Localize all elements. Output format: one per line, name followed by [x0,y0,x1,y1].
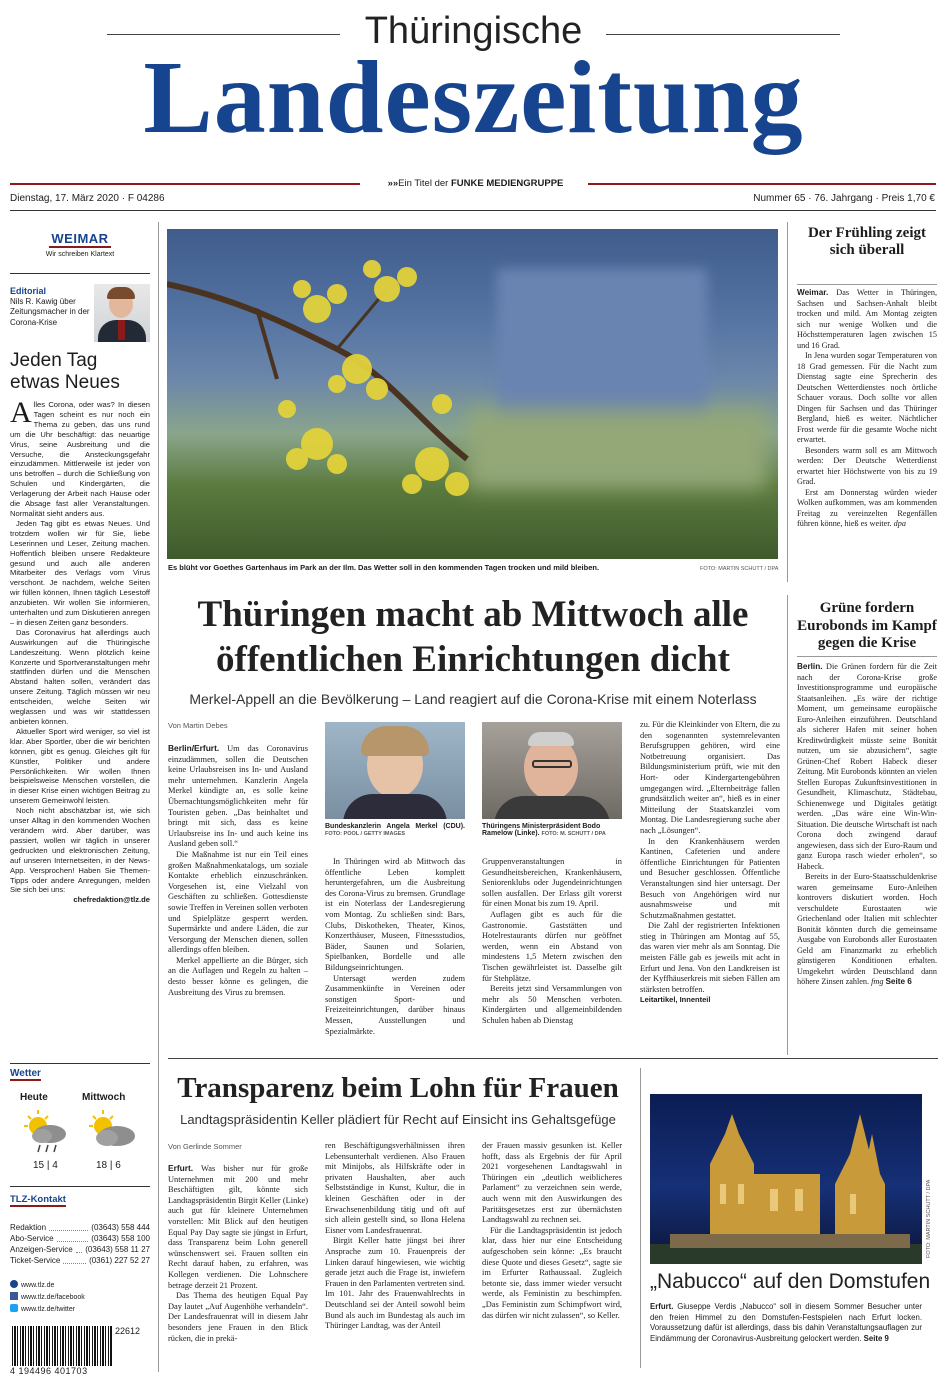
contact-row: Ticket-Service (0361) 227 52 27 [10,1256,150,1265]
masthead-title: Landeszeitung [143,40,804,155]
photo-credit: FOTO: MARTIN SCHUTT / DPA [700,566,779,572]
web-links [10,1280,110,1316]
nabucco-ref[interactable]: Seite 9 [863,1333,889,1343]
greens-headline: Grüne fordern Eurobonds im Kampf gegen die Krise [797,600,937,651]
pay-subhead: Landtagspräsidentin Keller plädiert für Recht auf Einsicht ins Gehaltsgefüge [180,1112,616,1127]
cathedral-credit: FOTO: MARTIN SCHUTT / DPA [926,1179,932,1258]
lead-col4: zu. Für die Kleinkinder von Eltern, die zu den sogenannten systemrelevanten Berufsgruppen gehören, wird eine Notbetreuung organisiert. Das Bildungsministerium prüft, wie mit den Hort- oder Kindergartengebühren umgegangen wird. „Elternbeiträge fallen grundsätzlich weiter an“, hieß es in einer Mitteilung der Staatskanzlei vom Montag. Die Landesregierung suche aber nach „Lösungen“. In den Krankenhäusern werden Kantinen, Cafeterien und andere öffentliche Einrichtungen für Patienten und Besucher geschlossen. Öffentliche Veranstaltungen sind hier untersagt. Der Besuch von Angehörigen wird nur ausnahmsweise und mit Schutzmaßnahmen gestattet. Die Zahl der registrierten Infektionen stieg in Thüringen am Montag auf 55, das waren vier mehr als am Sonntag. Die meisten Fälle gab es jeweils mit acht in Erfurt und Jena. Von den Landkreisen ist der Kyffhäuserkreis mit sieben Fällen am stärksten betroffen. Leitartikel, Innenteil [640,720,780,1005]
photo-blossom [167,229,778,559]
lead-ref[interactable]: Leitartikel, Innenteil [640,995,711,1005]
barcode [12,1326,112,1366]
editorial-p2: Jeden Tag gibt es etwas Neues. Und trotzdem wollen wir für Sie, liebe Leserinnen und Leser, Zeitung machen. Hoffentlich bleiben unsere Redakteure gesund und auch alle anderen Mitarbeiter des Verlags vom Virus verschont. Je nachdem, welche Seiten wir füllen können, Ihnen täglich Lesestoff anzubieten. Wir wollen Sie informieren, unterhalten und zum Diskutieren anregen – in diesen Zeiten ganz besonders. [10,518,150,627]
photo-merkel [325,722,465,819]
editorial-email[interactable]: chefredaktion@tlz.de [73,895,150,905]
lead-col1: Berlin/Erfurt. Um das Coronavirus einzudämmen, sollen die Deutschen keine Urlaubsreisen ins In- und Ausland mehr unternehmen. Kanzlerin Angela Merkel kündigte an, es solle keine Übernachtungsmöglichkeiten mehr für Touristen geben. „Das beinhaltet und bringt mit sich, dass es keine Urlaubsreise ins In- und auch keine ins Ausland geben soll.“ Die Maßnahme ist nur ein Teil eines großen Maßnahmenkatalogs, um soziale Kontakte erheblich einzuschränken. Vorgesehen ist, eine Vielzahl von Geschäften zu schließen. Gottesdienste sowie Treffen in Vereinen sollen verboten und Spielplätze gesperrt werden. Supermärkte und andere Läden, die zur Versorgung der Menschen dienen, sollen allerdings offen bleiben. Merkel appellierte an die Bürger, sich an die Auflagen und Regeln zu halten – desto besser könne es gelingen, die Ausbreitung des Virus zu bremsen. [168,743,308,997]
spring-body: Weimar. Das Wetter in Thüringen, Sachsen und Sachsen-Anhalt bleibt trocken und mild. Am Montag zeigten sich nur wenige Wolken und die Höchsttemperaturen lagen zwischen 15 und 16 Grad. In Jena wurden sogar Temperaturen von 18 Grad gemessen. Für die Nacht zum Dienstag sagte eine Sprecherin des Deutschen Wetterdienstes noch örtliche Schauer voraus. Doch sollte vor allen Dingen für Sachsen und das Thüringer Bergland, hieß es weiter. Nächtlicher Frost werde für die gesamte Woche nicht erwartet. Besonders warm soll es am Mittwoch werden: Der Deutsche Wetterdienst erwartet hier Höchstwerte von bis zu 19 Grad. Erst am Donnerstag würden wieder Wolken aufkommen, was am kommenden Freitag zu vereinzelten Regenfällen führen könne, hieß es weiter. dpa [797,288,937,528]
pay-headline: Transparenz beim Lohn für Frauen [177,1072,619,1104]
weather-label: Wetter [10,1068,41,1079]
tagline-arrow-icon: »» [387,178,399,189]
editorial-text: Nils R. Kawig über Zeitungsmacher in der Corona-Krise [10,296,90,327]
facebook-link[interactable]: www.tlz.de/facebook [10,1292,110,1304]
editorial-teaser [10,286,90,328]
photo-caption: Es blüht vor Goethes Gartenhaus im Park an der Ilm. Das Wetter soll in den kommenden Tagen trocken und mild bleiben. [168,563,600,572]
tagline [368,178,583,189]
author-portrait [94,284,150,342]
edition-box [10,230,150,258]
contact-row: Redaktion (03643) 558 444 [10,1223,150,1232]
caption-ramelow: Thüringens Ministerpräsident Bodo Ramelow (Linke). FOTO: M. SCHUTT / DPA [482,823,606,837]
facebook-icon [10,1292,18,1300]
twitter-link[interactable]: www.tlz.de/twitter [10,1304,110,1316]
pay-col1: Erfurt. Was bisher nur für große Unternehmen mit 200 und mehr Beschäftigten gilt, könnte sich Landtagspräsidentin Birgit Keller (Linke) auch gut für kleinere Unternehmen vorstellen: Mit Blick auf den heutigen Equal Pay Day sagte sie jüngst in Erfurt, dass Transparenz beim Lohn generell wünschenswert sei. Frauen sollten ein Recht darauf haben, zu erfahren, was Kollegen verdienen. Die Lohnschere betrage derzeit 21 Prozent. Das Thema des heutigen Equal Pay Day lautet „Auf Augenhöhe verhandeln“. Der Landesfrauenrat will in diesem Jahr besonders jene Frauen in den Blick rücken, die in prekä- [168,1163,308,1343]
pay-byline: Von Gerlinde Sommer [168,1142,242,1151]
contact-label: TLZ-Kontakt [10,1194,66,1205]
barcode-issue: 22612 [115,1326,141,1336]
tagline-prefix: Ein Titel der [398,178,449,189]
editorial-body [10,396,150,905]
nabucco-body: Erfurt. Giuseppe Verdis „Nabucco“ soll in diesem Sommer Besucher unter den freien Himmel zu den Domstufen-Festspielen nach Erfurt locken. Voraussetzung dafür ist allerdings, dass bis dahin Veranstaltungsauflagen zur Eindämmung der Coronavirus-Ausbreitung gelockert werden. Seite 9 [650,1302,922,1343]
dateline-left: Dienstag, 17. März 2020 · F 04286 [10,193,165,204]
dateline-right: Nummer 65 · 76. Jahrgang · Preis 1,70 € [753,193,935,204]
weather-today-label: Heute [20,1092,48,1103]
contact-list [10,1222,150,1266]
barcode-number: 4 194496 401703 [10,1366,88,1376]
photo-ramelow [482,722,622,819]
weather-today-temp: 15 | 4 [33,1160,58,1171]
lead-headline: Thüringen macht ab Mittwoch alle öffentlichen Einrichtungen dicht [197,594,749,680]
editorial-p5: Noch nicht abschätzbar ist, wie sich unser Alltag in den kommenden Wochen verändern wird. Aber darüber, was passiert, wollen wir täglich in unserer gedruckten und elektronischen Zeitung, auf unseren Internetseiten, in der News-App. Versprochen! Haben Sie Themen-Tipps oder andere Anregungen, melden Sie sich bei uns: [10,806,150,895]
nabucco-headline: „Nabucco“ auf den Domstufen [650,1270,931,1293]
edition-sub: Wir schreiben Klartext [45,251,115,258]
web-link[interactable]: www.tlz.de [10,1280,110,1292]
editorial-p3: Das Coronavirus hat allerdings auch Auswirkungen auf die Thüringische Landeszeitung. Wenn plötzlich keine Konzerte und Sportveranstaltungen mehr stattfinden dürfen und die Menschen Abstand halten sollen, verändert das unsere Zeitung. Täglich müssen wir neu entscheiden, welche Seiten wir weglassen und was wir stattdessen anbieten können. [10,627,150,726]
edition-name: WEIMAR [51,231,109,246]
lead-byline: Von Martin Debes [168,721,228,730]
greens-body: Berlin. Die Grünen fordern für die Zeit nach der Corona-Krise große Investitionsprogramme und europäische Staatsanleihen. „Es wäre der richtige Moment, um gemeinsame europäische Euro-Anleihen einzuführen. Deutschland als sicherer Hafen mit seiner hohen Kreditwürdigkeit müsste seine Bonität nutzen, um sie abzusichern“, sagte Grünen-Chef Robert Habeck dieser Zeitung. Mit Eurobonds könnten an vielen Stellen Europas Zukunftsinvestitionen in Gesundheit, Klimaschutz, Städtebau, Schienenwege und Digitales getätigt werden. „Das wäre eine Win-Win-Situation. Die deutsche Wirtschaft ist nach Corona doch zwingend darauf angewiesen, dass sich der Euro-Raum und ganz Europa rasch wieder erholen“, so Habeck. Bereits in der Euro-Staatsschuldenkrise waren gemeinsame Euro-Anleihen kontrovers diskutiert worden. Hoch verschuldete Eurostaaten wie Griechenland oder Italien mit schlechter Bonität könnten durch die gemeinsame Ausgabe von Eurobonds aller Eurostaaten Geld am Finanzmarkt zu erheblich günstigeren Konditionen erhalten. Umgekehrt würden Deutschland dann höhere Zinsen zahlen. fmg Seite 6 [797,662,937,986]
greens-ref[interactable]: Seite 6 [885,977,912,986]
lead-subhead: Merkel-Appell an die Bevölkerung – Land reagiert auf die Corona-Krise mit einem Noterlass [189,691,757,707]
sun-cloud-rain-icon [20,1108,70,1156]
dropcap: A [10,396,32,429]
lead-col2: In Thüringen wird ab Mittwoch das öffentliche Leben komplett heruntergefahren, um die Ausbreitung des Corona-Virus zu bremsen. Grundlage ist ein Noterlass der Landesregierung vom Montag. Zu schließen sind: Bars, Clubs, Diskotheken, Theater, Kinos, Konzerthäuser, Museen, Fitnessstudios, Bäder, Saunen und Solarien, Spielbanken, Bordelle und alle Bildungseinrichtungen. Untersagt werden zudem Zusammenkünfte in Vereinen oder sonstigen Sport- und Freizeiteinrichtungen, darüber hinaus Messen, Ausstellungen und Spezialmärkte. [325,857,465,1036]
editorial-headline: Jeden Tag etwas Neues [10,350,120,393]
pay-col3: der Frauen massiv gesunken ist. Keller hofft, dass als Ergebnis der für April 2021 vorgesehenen Landtagswahl in Thüringen ein „deutlich weiblicheres Parlament“ zu verzeichnen sein werde, auch wenn mit den Auswirkungen des Paritätsgesetzes erst zur übernächsten Landtagswahl zu rechnen sei. Für die Landtagspräsidentin ist jedoch klar, dass hier nur eine Entscheidung aufgeschoben sein könne: „Es braucht diese Quote und dieses Gesetz“, sagte sie im Erfurter Rathaussaal. Zugleich betonte sie, dass immer wieder versucht werde, als Feministin zu beschimpfen. „Das Feministin zum Schimpfwort wird, das dürfen wir nicht zulassen“, so Keller. [482,1141,622,1320]
pay-col2: ren Beschäftigungsverhältnissen ihren Lebensunterhalt verdienen. Also Frauen mit Minijobs, als Hilfskräfte oder in privaten Haushalten, aber auch Selbstständige in Kunst, Kultur, die in kleinen Geschäften oder in der Erwachsenenbildung tätig und oft auf sich allein gestellt sind, so Ilona Helena Eisner vom Landesfrauenrat. Birgit Keller hatte jüngst bei ihrer Ansprache zum 10. Frauenpreis der Linken darauf hingewiesen, wie wichtig gerade jetzt auch die Frage ist, inwiefern Frauen in den Parlamenten vertreten sind. Im 101. Jahr des Frauenwahlrechts in Deutschland sei der Anteil sowohl beim Bund als auch im Bundestag als auch im Thüringer Landtag, was der Anteil [325,1141,466,1331]
globe-icon [10,1280,18,1288]
photo-cathedral [650,1094,922,1264]
editorial-p4: Aktueller Sport wird weniger, so viel ist klar. Aber Sportler, über die wir berichten können, gibt es genug. Gleiches gilt für Künstler, Politiker und andere Persönlichkeiten. Wir wollen Ihnen beispielsweise Menschen vorstellen, die in dieser Krise einen wichtigen Beitrag zu unserem Gemeinwohl leisten. [10,726,150,806]
lead-col3: Gruppenveranstaltungen in Gesundheitsbereichen, Krankenhäusern, Seniorenklubs oder Jugendeinrichtungen sollen ausfallen. Der Erlass gilt vorerst für einen Monat bis zum 19. April. Auflagen gibt es auch für die Gastronomie. Gaststätten und Hotelrestaurants dürfen nur geöffnet werden, wenn ein Abstand von mindestens 1,5 Metern zwischen den Tischen gewährleistet ist. Dasselbe gilt für Stehplätze. Bereits jetzt sind Versammlungen von mehr als 50 Menschen verboten. Kindergärten und allgemeinbildenden Schulen haben ab Dienstag [482,857,622,1025]
editorial-p1: lles Corona, oder was? In diesen Tagen scheint es nur noch ein Thema zu geben, das uns rund um die Uhr beschäftigt: das neuartige Virus, seine Ausbreitung und die Versuche, die Ansteckungsgefahr einzudämmen. Mittlerweile ist jeder von uns betroffen – durch die Schließung von Schulen und Kindergärten, die Verlagerung der Arbeit nach Hause oder die Absage fast aller Veranstaltungen. Normalität sieht anders aus. [10,400,150,518]
sun-cloud-icon [85,1108,140,1156]
twitter-icon [10,1304,18,1312]
contact-row: Abo-Service (03643) 558 100 [10,1234,150,1243]
spring-headline: Der Frühling zeigt sich überall [807,225,927,258]
weather-tomorrow-label: Mittwoch [82,1092,126,1103]
tagline-brand: FUNKE MEDIENGRUPPE [450,178,564,189]
contact-row: Anzeigen-Service (03643) 558 11 27 [10,1245,150,1254]
editorial-label: Editorial [10,286,47,296]
masthead-line1: Thüringische [364,10,583,52]
caption-merkel: Bundeskanzlerin Angela Merkel (CDU). FOTO: POOL / GETTY IMAGES [325,823,465,837]
weather-tomorrow-temp: 18 | 6 [96,1160,121,1171]
